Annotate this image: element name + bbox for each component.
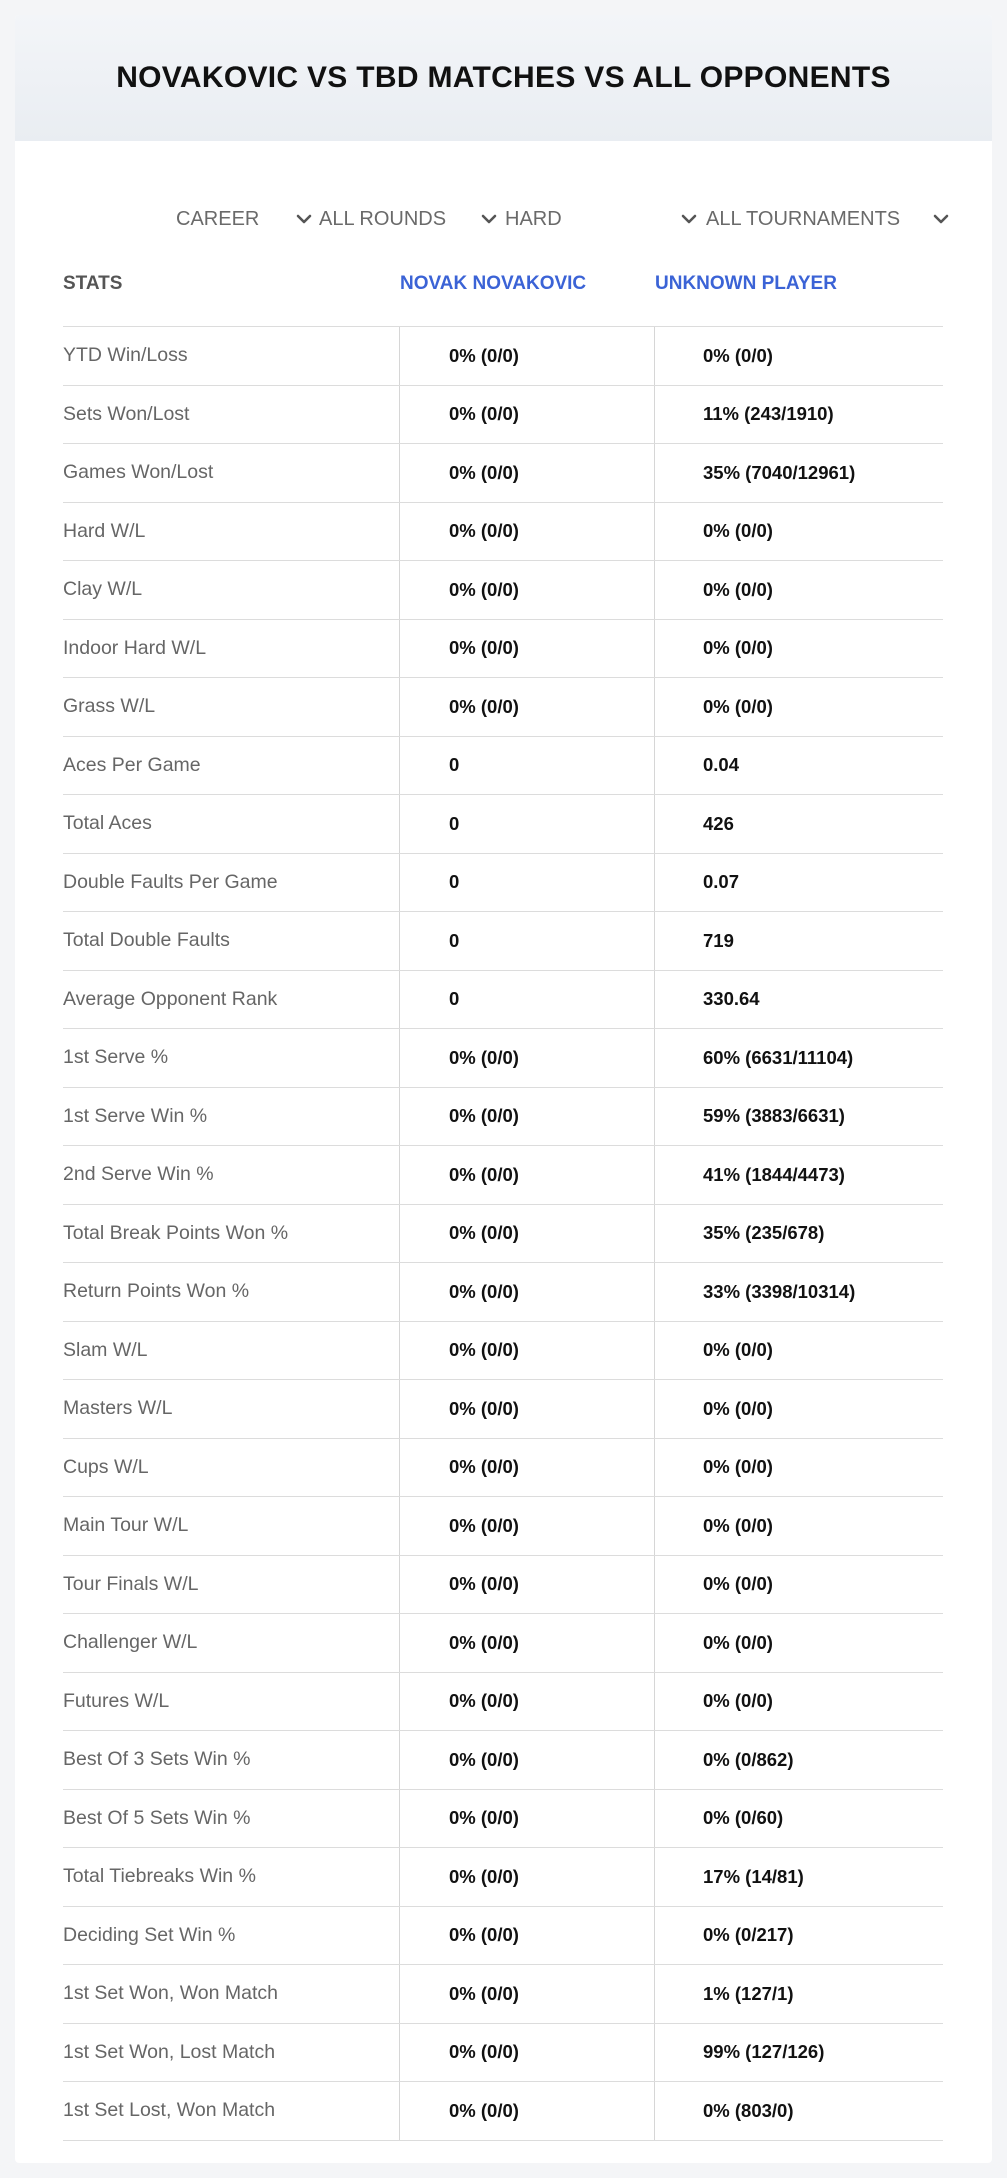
table-row xyxy=(63,1497,943,1556)
table-row xyxy=(63,737,943,796)
stat-label: 1st Serve Win % xyxy=(63,1104,208,1127)
column-divider xyxy=(399,795,400,853)
column-divider xyxy=(399,1263,400,1321)
column-divider xyxy=(399,1614,400,1672)
table-body xyxy=(63,327,943,2141)
stat-label: 1st Set Won, Won Match xyxy=(63,1982,278,2005)
stat-label: Cups W/L xyxy=(63,1455,149,1478)
filters-bar xyxy=(15,185,992,255)
column-divider xyxy=(654,854,655,912)
player2-link[interactable]: UNKNOWN PLAYER xyxy=(655,273,837,294)
stat-label: Deciding Set Win % xyxy=(63,1923,236,1946)
player2-value: 17% (14/81) xyxy=(703,1865,804,1887)
player1-value: 0% (0/0) xyxy=(449,403,519,425)
column-divider xyxy=(654,1907,655,1965)
player1-value: 0 xyxy=(449,812,460,834)
player2-value: 0% (0/0) xyxy=(703,1631,773,1653)
column-divider xyxy=(654,1848,655,1906)
column-divider xyxy=(399,2024,400,2082)
round-select[interactable] xyxy=(319,203,499,235)
column-divider xyxy=(399,1380,400,1438)
table-row xyxy=(63,1380,943,1439)
period-select[interactable] xyxy=(176,203,316,235)
stat-label: Total Double Faults xyxy=(63,929,230,952)
player1-value: 0% (0/0) xyxy=(449,1982,519,2004)
column-divider xyxy=(654,386,655,444)
table-row xyxy=(63,1790,943,1849)
chevron-down-icon xyxy=(294,209,314,229)
chevron-down-icon xyxy=(931,209,951,229)
player1-value: 0% (0/0) xyxy=(449,1924,519,1946)
column-divider xyxy=(399,2082,400,2140)
player2-value: 0% (803/0) xyxy=(703,2099,794,2121)
player2-value: 0% (0/0) xyxy=(703,1690,773,1712)
player1-value: 0 xyxy=(449,929,460,951)
player1-value: 0% (0/0) xyxy=(449,1573,519,1595)
column-divider xyxy=(399,1205,400,1263)
player2-value: 1% (127/1) xyxy=(703,1982,794,2004)
table-row xyxy=(63,1088,943,1147)
stat-label: 1st Serve % xyxy=(63,1046,169,1069)
player1-value: 0% (0/0) xyxy=(449,695,519,717)
stat-label: Games Won/Lost xyxy=(63,461,214,484)
player1-value: 0% (0/0) xyxy=(449,1339,519,1361)
stat-label: Sets Won/Lost xyxy=(63,402,190,425)
player1-value: 0% (0/0) xyxy=(449,1514,519,1536)
stat-label: Challenger W/L xyxy=(63,1631,198,1654)
column-divider xyxy=(399,1731,400,1789)
table-row xyxy=(63,854,943,913)
column-divider xyxy=(654,1673,655,1731)
player2-value: 0% (0/0) xyxy=(703,1456,773,1478)
stat-label: Total Aces xyxy=(63,812,152,835)
column-divider xyxy=(654,2024,655,2082)
player2-value: 0% (0/0) xyxy=(703,1573,773,1595)
column-divider xyxy=(399,971,400,1029)
stat-label: Aces Per Game xyxy=(63,753,201,776)
stat-label: Total Break Points Won % xyxy=(63,1221,289,1244)
table-row xyxy=(63,1731,943,1790)
column-divider xyxy=(654,1556,655,1614)
stat-label: Best Of 5 Sets Win % xyxy=(63,1806,251,1829)
player1-value: 0% (0/0) xyxy=(449,1748,519,1770)
stat-label: Masters W/L xyxy=(63,1397,173,1420)
period-select-value: CAREER xyxy=(176,207,260,230)
player2-value: 0% (0/0) xyxy=(703,695,773,717)
player2-value: 719 xyxy=(703,929,734,951)
player1-value: 0% (0/0) xyxy=(449,1456,519,1478)
table-row xyxy=(63,1614,943,1673)
column-divider xyxy=(399,1790,400,1848)
column-divider xyxy=(654,327,655,385)
column-divider xyxy=(654,503,655,561)
stat-label: 2nd Serve Win % xyxy=(63,1163,214,1186)
player2-value: 0% (0/0) xyxy=(703,520,773,542)
player2-value: 0% (0/0) xyxy=(703,1339,773,1361)
column-divider xyxy=(399,912,400,970)
column-divider xyxy=(654,444,655,502)
player2-value: 0% (0/862) xyxy=(703,1748,794,1770)
column-divider xyxy=(399,1907,400,1965)
column-divider xyxy=(654,1029,655,1087)
player1-value: 0% (0/0) xyxy=(449,1046,519,1068)
column-divider xyxy=(654,1614,655,1672)
table-row xyxy=(63,1556,943,1615)
table-row xyxy=(63,1029,943,1088)
column-divider xyxy=(399,1673,400,1731)
player2-value: 0.07 xyxy=(703,871,740,893)
player2-value: 33% (3398/10314) xyxy=(703,1280,856,1302)
player2-value: 0.04 xyxy=(703,754,740,776)
stat-label: YTD Win/Loss xyxy=(63,344,188,367)
table-row xyxy=(63,1848,943,1907)
player2-value: 330.64 xyxy=(703,988,760,1010)
table-row xyxy=(63,1673,943,1732)
column-divider xyxy=(654,1146,655,1204)
column-divider xyxy=(654,1790,655,1848)
column-divider xyxy=(654,2082,655,2140)
table-row xyxy=(63,1146,943,1205)
player1-value: 0 xyxy=(449,988,460,1010)
player1-value: 0% (0/0) xyxy=(449,520,519,542)
player2-value: 35% (7040/12961) xyxy=(703,461,856,483)
column-divider xyxy=(399,737,400,795)
stats-column-header: STATS xyxy=(63,273,123,294)
player1-value: 0% (0/0) xyxy=(449,461,519,483)
player1-value: 0 xyxy=(449,754,460,776)
table-row xyxy=(63,1263,943,1322)
player2-value: 0% (0/0) xyxy=(703,1514,773,1536)
surface-select[interactable] xyxy=(505,203,701,235)
column-divider xyxy=(654,737,655,795)
player1-value: 0% (0/0) xyxy=(449,1631,519,1653)
player2-value: 0% (0/60) xyxy=(703,1807,784,1829)
column-divider xyxy=(654,1731,655,1789)
round-select-value: ALL ROUNDS xyxy=(319,207,447,230)
table-row xyxy=(63,1439,943,1498)
player1-value: 0% (0/0) xyxy=(449,578,519,600)
stat-label: Hard W/L xyxy=(63,519,146,542)
surface-select-value: HARD xyxy=(505,207,562,230)
table-row xyxy=(63,444,943,503)
table-row xyxy=(63,2024,943,2083)
stat-label: Tour Finals W/L xyxy=(63,1572,199,1595)
column-divider xyxy=(399,1029,400,1087)
player1-value: 0% (0/0) xyxy=(449,1105,519,1127)
table-header xyxy=(63,255,943,327)
player2-value: 0% (0/0) xyxy=(703,1397,773,1419)
page-title: NOVAKOVIC VS TBD MATCHES VS ALL OPPONENTS xyxy=(116,61,891,94)
table-row xyxy=(63,561,943,620)
player1-value: 0% (0/0) xyxy=(449,1397,519,1419)
stat-label: Average Opponent Rank xyxy=(63,987,278,1010)
player2-value: 59% (3883/6631) xyxy=(703,1105,845,1127)
player1-value: 0% (0/0) xyxy=(449,1280,519,1302)
table-row xyxy=(63,971,943,1030)
table-row xyxy=(63,1322,943,1381)
table-row xyxy=(63,1907,943,1966)
stat-label: Grass W/L xyxy=(63,695,156,718)
column-divider xyxy=(399,1322,400,1380)
table-row xyxy=(63,678,943,737)
stats-table xyxy=(63,255,943,2141)
page-header xyxy=(15,15,992,141)
stat-label: Futures W/L xyxy=(63,1689,170,1712)
column-divider xyxy=(399,1848,400,1906)
stat-label: Main Tour W/L xyxy=(63,1514,189,1537)
player2-value: 35% (235/678) xyxy=(703,1222,825,1244)
player2-value: 11% (243/1910) xyxy=(703,403,834,425)
player1-value: 0% (0/0) xyxy=(449,637,519,659)
column-divider xyxy=(399,1146,400,1204)
column-divider xyxy=(654,1439,655,1497)
column-divider xyxy=(399,561,400,619)
stat-label: Slam W/L xyxy=(63,1338,148,1361)
column-divider xyxy=(399,678,400,736)
player1-value: 0% (0/0) xyxy=(449,2099,519,2121)
column-divider xyxy=(399,327,400,385)
stat-label: Clay W/L xyxy=(63,578,143,601)
stat-label: 1st Set Lost, Won Match xyxy=(63,2099,276,2122)
player2-value: 60% (6631/11104) xyxy=(703,1046,854,1068)
tournament-select-value: ALL TOURNAMENTS xyxy=(706,207,901,230)
column-divider xyxy=(399,1088,400,1146)
player2-value: 0% (0/0) xyxy=(703,344,773,366)
player1-value: 0% (0/0) xyxy=(449,1163,519,1185)
player2-value: 41% (1844/4473) xyxy=(703,1163,845,1185)
table-row xyxy=(63,620,943,679)
column-divider xyxy=(654,1965,655,2023)
player2-value: 426 xyxy=(703,812,734,834)
stat-label: Best Of 3 Sets Win % xyxy=(63,1748,251,1771)
table-row xyxy=(63,386,943,445)
player1-value: 0% (0/0) xyxy=(449,1865,519,1887)
table-row xyxy=(63,503,943,562)
player1-value: 0% (0/0) xyxy=(449,2041,519,2063)
column-divider xyxy=(654,1205,655,1263)
player1-value: 0% (0/0) xyxy=(449,1690,519,1712)
table-row xyxy=(63,912,943,971)
column-divider xyxy=(654,1497,655,1555)
player2-value: 0% (0/0) xyxy=(703,637,773,659)
column-divider xyxy=(399,386,400,444)
table-row xyxy=(63,2082,943,2141)
player1-value: 0% (0/0) xyxy=(449,1807,519,1829)
stat-label: 1st Set Won, Lost Match xyxy=(63,2040,276,2063)
player2-value: 99% (127/126) xyxy=(703,2041,825,2063)
stats-card xyxy=(15,15,992,2163)
column-divider xyxy=(399,1497,400,1555)
stat-label: Indoor Hard W/L xyxy=(63,636,207,659)
column-divider xyxy=(654,620,655,678)
table-row xyxy=(63,327,943,386)
column-divider xyxy=(654,678,655,736)
column-divider xyxy=(399,444,400,502)
column-divider xyxy=(399,854,400,912)
stat-label: Total Tiebreaks Win % xyxy=(63,1865,256,1888)
column-divider xyxy=(654,1088,655,1146)
column-divider xyxy=(399,503,400,561)
column-divider xyxy=(654,1380,655,1438)
table-row xyxy=(63,795,943,854)
column-divider xyxy=(654,912,655,970)
column-divider xyxy=(399,1965,400,2023)
stat-label: Return Points Won % xyxy=(63,1280,250,1303)
chevron-down-icon xyxy=(679,209,699,229)
player2-value: 0% (0/0) xyxy=(703,578,773,600)
player1-value: 0 xyxy=(449,871,460,893)
table-row xyxy=(63,1965,943,2024)
table-row xyxy=(63,1205,943,1264)
player1-value: 0% (0/0) xyxy=(449,1222,519,1244)
column-divider xyxy=(399,1556,400,1614)
stat-label: Double Faults Per Game xyxy=(63,870,278,893)
player1-value: 0% (0/0) xyxy=(449,344,519,366)
player2-value: 0% (0/217) xyxy=(703,1924,794,1946)
column-divider xyxy=(654,1322,655,1380)
column-divider xyxy=(654,1263,655,1321)
column-divider xyxy=(654,561,655,619)
column-divider xyxy=(399,620,400,678)
column-divider xyxy=(654,971,655,1029)
tournament-select[interactable] xyxy=(706,203,956,235)
column-divider xyxy=(399,1439,400,1497)
player1-link[interactable]: NOVAK NOVAKOVIC xyxy=(400,273,587,294)
chevron-down-icon xyxy=(479,209,499,229)
column-divider xyxy=(654,795,655,853)
